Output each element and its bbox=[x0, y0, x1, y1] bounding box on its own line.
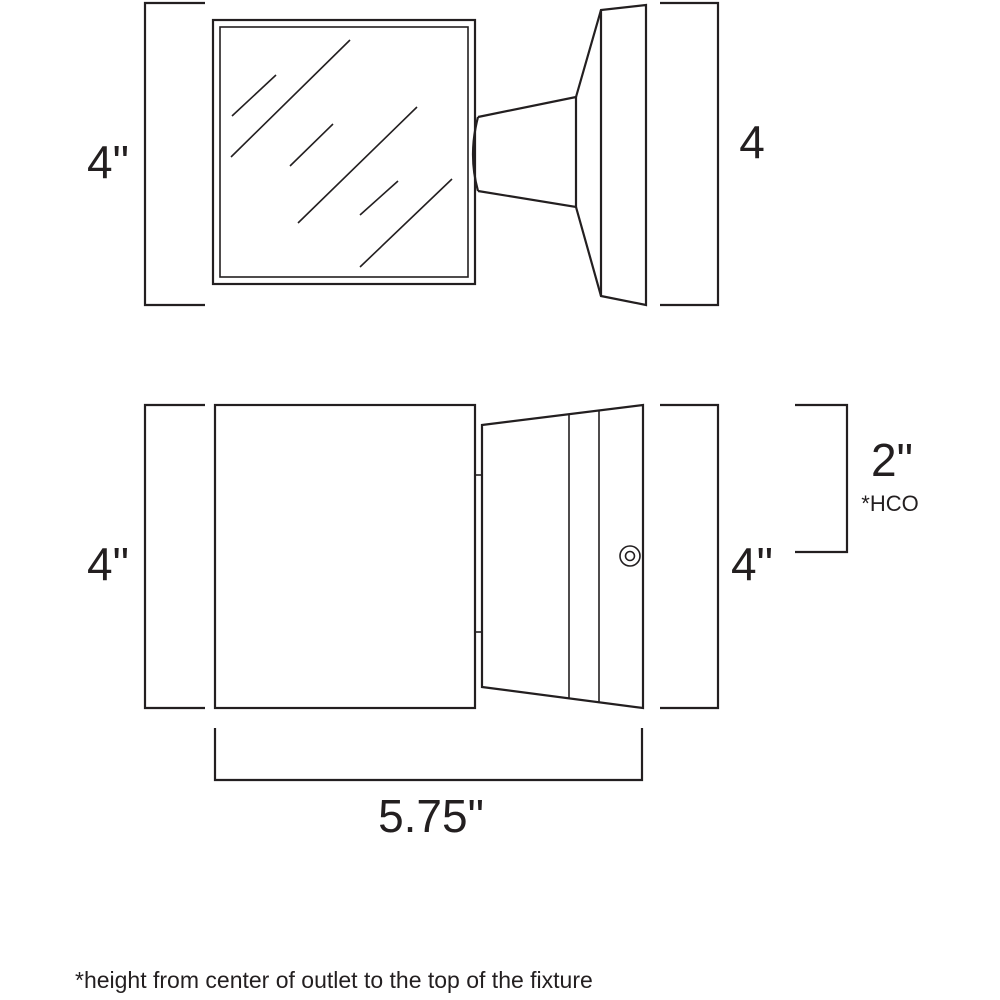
glass-reflection-lines bbox=[231, 40, 452, 267]
side-left-height-label: 4" bbox=[87, 538, 129, 590]
fixture-head bbox=[215, 405, 475, 708]
top-backplate bbox=[576, 5, 646, 305]
top-view bbox=[87, 3, 765, 305]
top-right-height-bracket bbox=[660, 3, 718, 305]
width-label: 5.75" bbox=[378, 790, 484, 842]
set-screw-outer bbox=[620, 546, 640, 566]
top-right-height-label: 4 bbox=[739, 116, 765, 168]
lens-inner-frame bbox=[220, 27, 468, 277]
hco-bracket bbox=[795, 405, 847, 552]
hco-value-label: 2" bbox=[871, 434, 913, 486]
lens-outer-frame bbox=[213, 20, 475, 284]
side-view bbox=[87, 405, 919, 842]
side-arm-body bbox=[482, 405, 643, 708]
footnote: *height from center of outlet to the top of the fixture bbox=[75, 967, 593, 993]
hco-label: *HCO bbox=[861, 491, 919, 516]
top-left-height-label: 4" bbox=[87, 136, 129, 188]
side-right-height-label: 4" bbox=[731, 538, 773, 590]
width-bracket bbox=[215, 728, 642, 780]
set-screw-inner bbox=[626, 552, 635, 561]
top-left-height-bracket bbox=[145, 3, 205, 305]
top-stem bbox=[478, 97, 576, 207]
side-right-height-bracket bbox=[660, 405, 718, 708]
side-left-height-bracket bbox=[145, 405, 205, 708]
